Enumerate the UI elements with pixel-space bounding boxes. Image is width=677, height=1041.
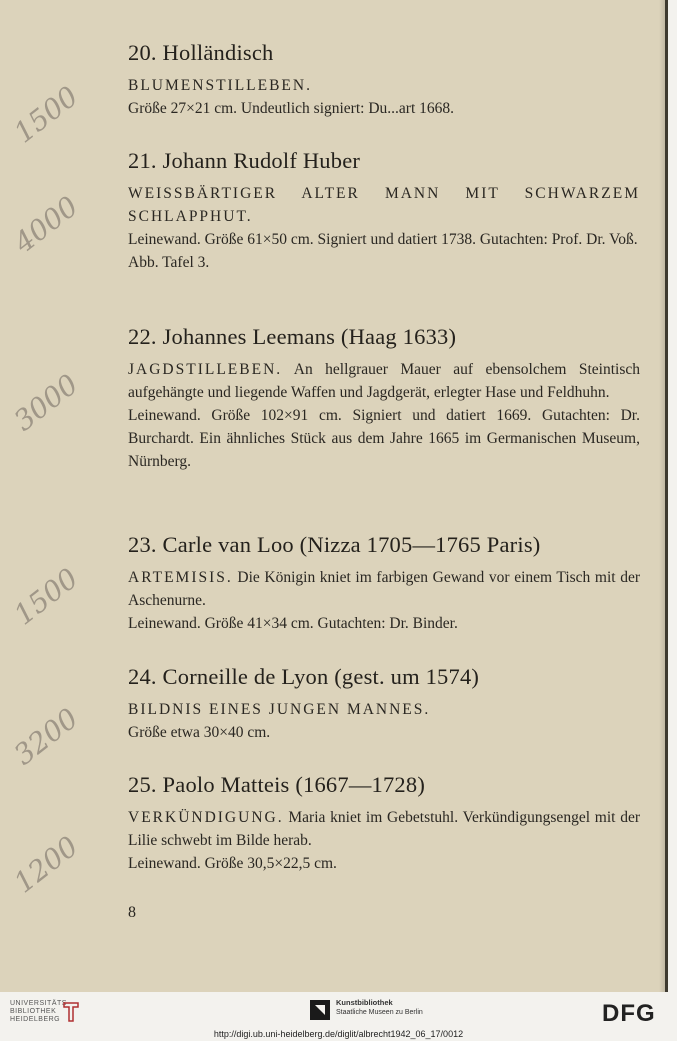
catalog-entry-24 — [128, 664, 640, 744]
entry-title: VERKÜNDIGUNG. — [128, 809, 284, 826]
heidelberg-logo-icon — [62, 1001, 80, 1023]
catalog-entry-22 — [128, 324, 640, 473]
margin-note: 1500 — [7, 561, 85, 632]
kunstbibliothek-sub: Staatliche Museen zu Berlin — [336, 1009, 423, 1016]
entry-text: Leinewand. Größe 41×34 cm. Gutachten: Dr. Binder. — [128, 615, 458, 632]
margin-note: 3000 — [7, 367, 85, 438]
entry-heading: 25. Paolo Matteis (1667—1728) — [128, 772, 426, 797]
entry-text: Größe 27×21 cm. Undeutlich signiert: Du...art 1668. — [128, 100, 454, 117]
entry-title: JAGDSTILLEBEN. — [128, 361, 283, 378]
entry-heading: 24. Corneille de Lyon (gest. um 1574) — [128, 664, 480, 689]
kunstbibliothek-logo-icon — [310, 1000, 330, 1020]
entry-title: BLUMENSTILLEBEN. — [128, 77, 312, 94]
entry-text: Leinewand. Größe 30,5×22,5 cm. — [128, 855, 337, 872]
catalog-entry-23 — [128, 532, 640, 635]
entry-heading: 22. Johannes Leemans (Haag 1633) — [128, 324, 457, 349]
kunstbibliothek-name: Kunstbibliothek — [336, 998, 393, 1007]
entry-heading: 20. Holländisch — [128, 40, 274, 65]
entry-title: BILDNIS EINES JUNGEN MANNES. — [128, 701, 431, 718]
catalog-entry-25 — [128, 772, 640, 875]
entry-description-text: Die Königin kniet im farbigen Gewand vor einem Tisch mit der Aschenurne. — [128, 569, 641, 609]
entry-heading: 23. Carle van Loo (Nizza 1705—1765 Paris) — [128, 532, 541, 557]
margin-note: 3200 — [7, 701, 85, 772]
entry-description — [128, 358, 640, 404]
entry-title: WEISSBÄRTIGER ALTER MANN MIT SCHWARZEM SCHLAPPHUT. — [128, 185, 640, 225]
entry-description — [128, 566, 640, 612]
entry-text: Leinewand. Größe 61×50 cm. Signiert und datiert 1738. Gutachten: Prof. Dr. Voß. — [128, 231, 638, 248]
kunstbibliothek-label — [336, 998, 423, 1017]
entry-heading: 21. Johann Rudolf Huber — [128, 148, 361, 173]
entry-description-text: An hellgrauer Mauer auf ebensolchem Steintisch aufgehängte und liegende Waffen und Jagdgerät, erlegter Hase und Feldhuhn. — [128, 361, 640, 401]
page-number: 8 — [128, 904, 136, 921]
source-url[interactable]: http://digi.ub.uni-heidelberg.de/diglit/albrecht1942_06_17/0012 — [213, 1029, 464, 1039]
entry-text: Leinewand. Größe 102×91 cm. Signiert und datiert 1669. Gutachten: Dr. Burchardt. Ein ähnliches Stück aus dem Jahre 1665 im Germanischen Museum, Nürnberg. — [128, 407, 640, 470]
entry-description — [128, 806, 640, 852]
margin-note: 1200 — [7, 829, 85, 900]
university-line: BIBLIOTHEK — [10, 1008, 57, 1015]
entry-title: ARTEMISIS. — [128, 569, 233, 586]
university-line: HEIDELBERG — [10, 1016, 61, 1023]
margin-note: 4000 — [7, 189, 85, 260]
entry-text-extra: Abb. Tafel 3. — [128, 254, 210, 271]
catalog-entry-21 — [128, 148, 640, 274]
catalog-entry-20 — [128, 40, 640, 120]
entry-text: Größe etwa 30×40 cm. — [128, 724, 271, 741]
entry-description-text: Maria kniet im Gebetstuhl. Verkündigungsengel mit der Lilie schwebt im Bilde herab. — [128, 809, 641, 849]
university-library-label — [10, 1000, 67, 1024]
margin-note: 1500 — [7, 79, 85, 150]
university-line: UNIVERSITÄTS — [10, 1000, 67, 1007]
dfg-logo: DFG — [602, 1000, 656, 1027]
